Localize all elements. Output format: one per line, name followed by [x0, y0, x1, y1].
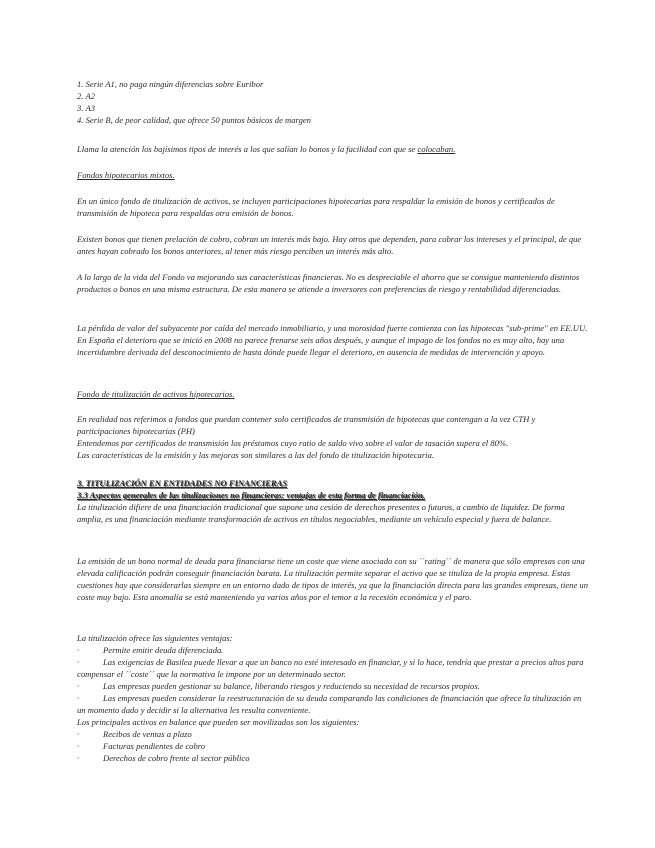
paragraph: La pérdida de valor del subyacente por caída del mercado inmobiliario, y una morosidad fuerte comienza con las hipotecas "sub-prime" en EE.UU. En España el deterioro que se inició en 2008 no parece frenarse seis años después, y aunque el impago de los fondos no es muy alto, hay una incertidumbre derivada del desconocimiento de hasta dónde puede llegar el deterioro, en ausencia de medidas de intervención y apoyo. — [77, 323, 588, 357]
list-item — [77, 656, 589, 680]
paragraph: La emisión de un bono normal de deuda para financiarse tiene un coste que viene asociado con su ´´rating´´ de manera que sólo empresas con una elevada calificación podrán conseguir financiación barata. La titulización permite separar el activo que se tituliza de la propia empresa. Estas cuestiones hay que considerarlas siempre en un entorno dado de tipos de interés, ya que la financiación directa para las grandes empresas, tiene un coste muy bajo. Esta anomalía se está manteniendo ya varios años por el temor a la recesión económica y el paro. — [77, 556, 589, 602]
mixed-funds-heading — [77, 169, 589, 181]
section-title: 3. TITULIZACIÓN EN ENTIDADES NO FINANCIERAS — [77, 478, 288, 488]
securitization-heading — [77, 388, 589, 400]
list-item-text: Las empresas pueden considerar la reestructuración de su deuda comparando las condiciones de financiación que ofrece la titulización en un momento dado y decidir si la alternativa les resulta conveniente. — [77, 693, 582, 715]
list-item-text: Derechos de cobro frente al sector público — [103, 753, 250, 763]
mixed-funds-paragraph-1 — [77, 195, 589, 219]
paragraph: Las características de la emisión y las mejoras son similares a las del fondo de titulización hipotecaria. — [77, 450, 435, 460]
bullet-icon: · — [77, 657, 80, 667]
attention-paragraph — [77, 143, 589, 155]
list-item-text: Recibos de ventas a plazo — [103, 729, 192, 739]
advantages-list — [77, 632, 589, 764]
list-item — [77, 680, 589, 692]
section-heading: Fondo de titulización de activos hipotecarios. — [77, 389, 235, 399]
section-subtitle: 3.3 Aspectos generales de las titulizaciones no financieras: ventajas de esta forma de financiación. — [77, 490, 425, 500]
list-item — [77, 644, 589, 656]
mixed-funds-paragraph-4 — [77, 322, 589, 358]
list-item: 2. A2 — [77, 91, 95, 101]
bullet-icon: · — [77, 741, 80, 751]
paragraph: A lo largo de la vida del Fondo va mejorando sus características financieras. No es despreciable el ahorro que se consigue manteniendo distintos productos o bonos en una misma estructura. De esta manera se atiende a inversores con preferencias de riesgo y rentabilidad diferenciadas. — [77, 272, 580, 294]
bullet-icon: · — [77, 729, 80, 739]
list-item — [77, 740, 589, 752]
list-item: 1. Serie A1, no paga ningún diferencias sobre Euribor — [77, 79, 264, 89]
paragraph: Entendemos por certificados de transmisión los préstamos cuyo ratio de saldo vivo sobre el valor de tasación supera el 80%. — [77, 438, 509, 448]
attention-text: Llama la atención los bajísimos tipos de interés a los que salían lo bonos y la facilidad con que se — [77, 144, 418, 154]
list-item — [77, 692, 589, 716]
section-3-headings — [77, 477, 589, 525]
list-item — [77, 752, 589, 764]
paragraph: En un único fondo de titulización de activos, se incluyen participaciones hipotecarias para respaldar la emisión de bonos y certificados de transmisión de hipoteca para respaldas otra emisión de bonos. — [77, 196, 555, 218]
list-item: 3. A3 — [77, 103, 95, 113]
bullet-icon: · — [77, 645, 80, 655]
bullet-icon: · — [77, 693, 80, 703]
series-list — [77, 78, 589, 126]
list-item-text: Permite emitir deuda diferenciada. — [103, 645, 224, 655]
list-intro: Los principales activos en balance que pueden ser movilizados son los siguientes: — [77, 717, 360, 727]
list-item: 4. Serie B, de peor calidad, que ofrece 50 puntos básicos de margen — [77, 115, 311, 125]
list-intro: La titulización ofrece las siguientes ventajas: — [77, 633, 233, 643]
paragraph: La titulización difiere de una financiación tradicional que supone una cesión de derechos presentes o futuros, a cambio de liquidez. De forma amplia, es una financiación mediante transformación de activos en títulos negociables, mediante un vehículo especial y fuera de balance. — [77, 502, 565, 524]
bullet-icon: · — [77, 753, 80, 763]
securitization-paragraphs — [77, 413, 589, 461]
paragraph: Existen bonos que tienen prelación de cobro, cobran un interés más bajo. Hay otros que dependen, para cobrar los intereses y el principal, de que antes hayan cobrado los bonos anteriores, al tener más riesgo perciben un interés más alto. — [77, 234, 582, 256]
section-3-paragraph-2 — [77, 555, 589, 603]
list-item-text: Facturas pendientes de cobro — [103, 741, 206, 751]
list-item — [77, 728, 589, 740]
attention-underlined: colocaban. — [417, 144, 456, 154]
mixed-funds-paragraph-3 — [77, 271, 589, 295]
bullet-icon: · — [77, 681, 80, 691]
list-item-text: Las empresas pueden gestionar su balance, liberando riesgos y reduciendo su necesidad de recursos propios. — [103, 681, 480, 691]
paragraph: En realidad nos referimos a fondos que puedan contener solo certificados de transmisión de hipotecas que contengan a la vez CTH y participaciones hipotecarias (PH) — [77, 414, 536, 436]
mixed-funds-paragraph-2 — [77, 233, 589, 257]
list-item-text: Las exigencias de Basilea puede llevar a que un banco no esté interesado en financiar, y si lo hace, tendría que prestar a precios altos para compensar el ´´coste´´ que la normativa le impone por un determinado sector. — [77, 657, 584, 679]
section-heading: Fondos hipotecarios mixtos. — [77, 170, 175, 180]
